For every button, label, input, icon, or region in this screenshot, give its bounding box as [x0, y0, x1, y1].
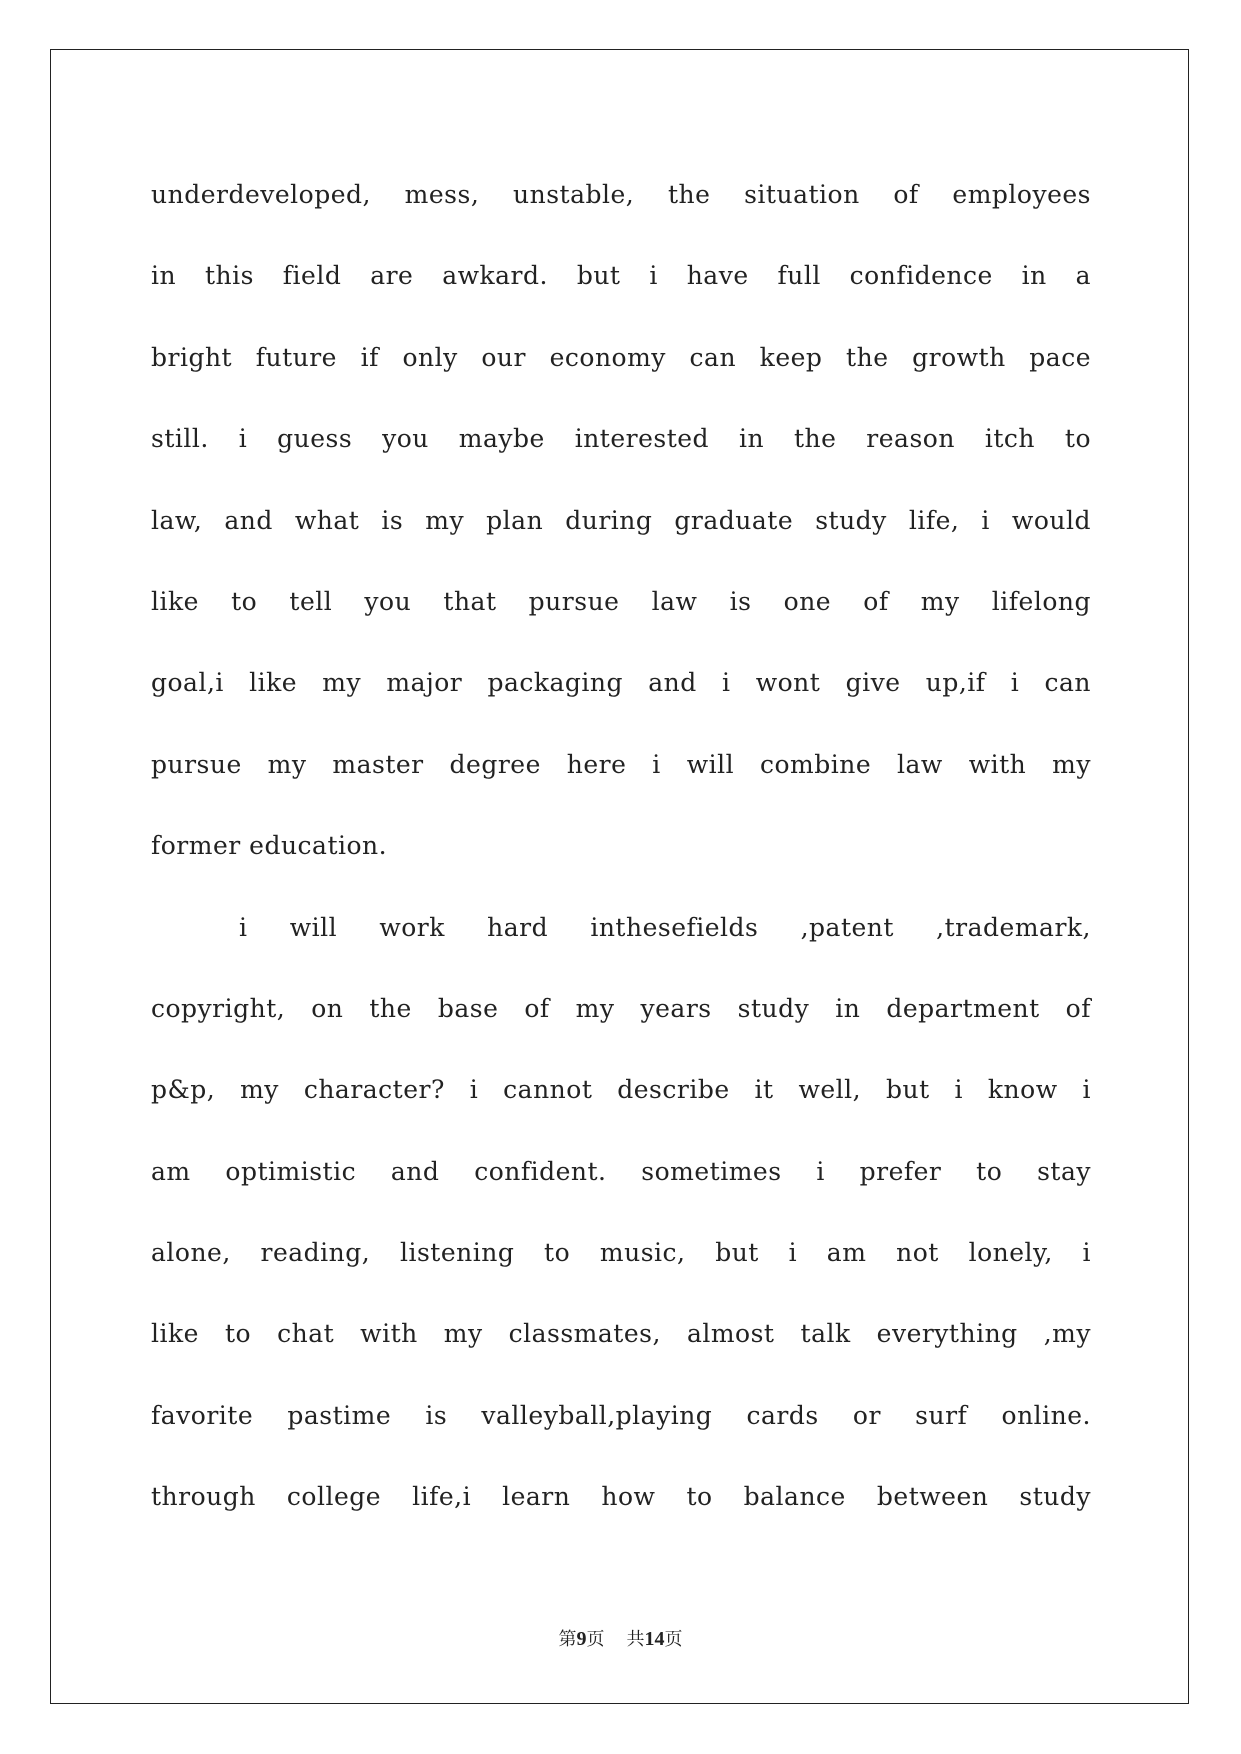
text-line: still. i guess you maybe interested in the reason itch to [151, 424, 1091, 454]
page-footer [0, 1626, 1241, 1653]
text-line: bright future if only our economy can keep the growth pace [151, 342, 1091, 372]
text-line: copyright, on the base of my years study in department of [151, 993, 1091, 1023]
footer-page-suffix: 页 [586, 1629, 605, 1650]
footer-total-prefix: 共 [626, 1629, 645, 1650]
text-line: like to tell you that pursue law is one of my lifelong [151, 586, 1091, 616]
footer-total-suffix: 页 [664, 1629, 683, 1650]
footer-total-pages: 14 [644, 1628, 665, 1650]
text-line: former education. [151, 831, 388, 861]
text-line: am optimistic and confident. sometimes i prefer to stay [151, 1156, 1091, 1186]
text-line: i will work hard inthesefields ,patent ,trademark, [239, 912, 1091, 942]
text-line: underdeveloped, mess, unstable, the situation of employees [151, 180, 1091, 209]
text-line: pursue my master degree here i will combine law with my [151, 749, 1091, 779]
text-line: in this field are awkard. but i have full confidence in a [151, 261, 1091, 291]
text-line: through college life,i learn how to balance between study [151, 1482, 1091, 1512]
footer-page-number: 9 [576, 1628, 587, 1650]
text-line: like to chat with my classmates, almost talk everything ,my [151, 1319, 1091, 1349]
text-line: p&p, my character? i cannot describe it well, but i know i [151, 1075, 1091, 1105]
text-line: law, and what is my plan during graduate study life, i would [151, 505, 1091, 535]
text-line: favorite pastime is valleyball,playing cards or surf online. [151, 1400, 1091, 1430]
footer-prefix: 第 [558, 1629, 577, 1650]
text-line: alone, reading, listening to music, but i am not lonely, i [151, 1238, 1091, 1268]
document-body [151, 154, 1091, 1538]
text-line: goal,i like my major packaging and i wont give up,if i can [151, 668, 1091, 698]
